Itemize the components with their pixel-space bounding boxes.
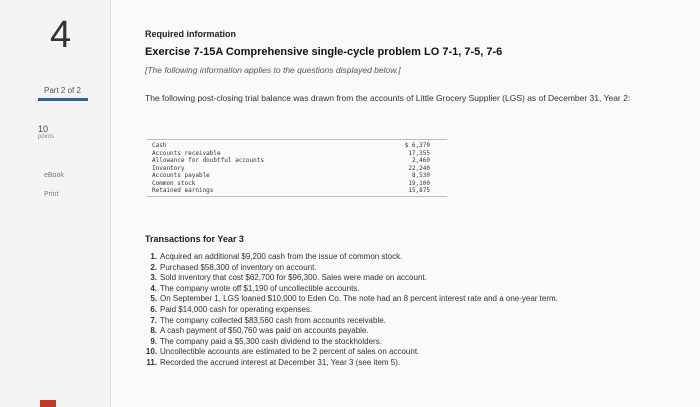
account-name: Allowance for doubtful accounts bbox=[152, 157, 264, 164]
account-amount: 8,530 bbox=[411, 172, 430, 179]
account-amount: 15,875 bbox=[408, 187, 430, 194]
intro-text: The following post-closing trial balance was drawn from the accounts of Little Grocery Supplier (LGS) as of December 31, Year 2: bbox=[145, 93, 631, 103]
part-indicator[interactable]: Part 2 of 2 bbox=[44, 86, 81, 95]
trial-balance-row bbox=[152, 187, 442, 194]
account-amount: 2,460 bbox=[411, 157, 430, 164]
question-sidebar bbox=[0, 0, 111, 407]
info-note: [The following information applies to the questions displayed below.] bbox=[145, 65, 401, 75]
trial-balance-row bbox=[152, 165, 442, 172]
required-info-label: Required information bbox=[145, 29, 237, 39]
transaction-item bbox=[145, 284, 690, 295]
transaction-item bbox=[145, 326, 690, 337]
account-amount: $ 6,370 bbox=[404, 142, 430, 149]
transaction-number: 1. bbox=[150, 252, 157, 261]
points-label: points bbox=[38, 134, 55, 140]
transaction-text: On September 1, LGS loaned $10,000 to Eden Co. The note had an 8 percent interest rate and a one-year term. bbox=[160, 294, 558, 304]
trial-balance-row bbox=[152, 172, 442, 179]
trial-balance-table bbox=[147, 139, 447, 197]
trial-balance-row bbox=[152, 157, 442, 164]
transaction-item bbox=[145, 294, 690, 305]
trial-balance-row bbox=[152, 142, 442, 149]
transactions-heading: Transactions for Year 3 bbox=[145, 234, 244, 244]
transaction-item bbox=[145, 358, 690, 369]
transaction-number: 4. bbox=[150, 283, 157, 293]
transaction-number: 2. bbox=[150, 262, 157, 272]
part-progress-bar bbox=[38, 98, 88, 101]
account-name: Common stock bbox=[152, 179, 196, 187]
transaction-text: Acquired an additional $9,200 cash from the issue of common stock. bbox=[160, 252, 403, 261]
transactions-list bbox=[145, 252, 690, 369]
transaction-number: 11. bbox=[146, 357, 157, 367]
account-name: Accounts payable bbox=[152, 172, 210, 179]
exercise-title: Exercise 7-15A Comprehensive single-cycle problem LO 7-1, 7-5, 7-6 bbox=[145, 46, 503, 58]
transaction-text: Uncollectible accounts are estimated to be 2 percent of sales on account. bbox=[160, 347, 420, 357]
account-name: Retained earnings bbox=[152, 187, 214, 194]
account-amount: 19,100 bbox=[408, 179, 430, 187]
transaction-number: 9. bbox=[150, 336, 157, 346]
transaction-text: A cash payment of $50,760 was paid on accounts payable. bbox=[160, 326, 369, 336]
transaction-text: The company wrote off $1,190 of uncollectible accounts. bbox=[160, 283, 360, 293]
transaction-item bbox=[145, 347, 690, 358]
transaction-number: 10. bbox=[145, 347, 157, 357]
account-name: Inventory bbox=[152, 164, 185, 172]
trial-balance-row bbox=[152, 150, 442, 157]
transaction-text: Recorded the accrued interest at December 31, Year 3 (see item 5). bbox=[160, 357, 401, 367]
transaction-number: 8. bbox=[150, 326, 157, 336]
transaction-text: The company paid a $5,300 cash dividend to the stockholders. bbox=[160, 336, 382, 346]
transaction-text: Purchased $58,300 of inventory on account. bbox=[160, 262, 317, 272]
transaction-item bbox=[145, 316, 690, 327]
question-number: 4 bbox=[50, 14, 72, 56]
account-amount: 17,355 bbox=[408, 149, 430, 157]
transaction-text: Sold inventory that cost $62,700 for $96,300. Sales were made on account. bbox=[160, 273, 427, 283]
print-link[interactable]: Print bbox=[44, 191, 59, 198]
mcgraw-hill-logo-icon bbox=[40, 400, 56, 407]
account-name: Cash bbox=[152, 142, 167, 149]
transaction-number: 6. bbox=[150, 304, 157, 314]
transaction-item bbox=[145, 305, 690, 316]
transaction-text: The company collected $83,560 cash from accounts receivable. bbox=[160, 315, 386, 325]
trial-balance-row bbox=[152, 180, 442, 187]
points-value: 10 bbox=[38, 124, 49, 134]
account-name: Accounts receivable bbox=[152, 149, 221, 157]
transaction-text: Paid $14,000 cash for operating expenses. bbox=[160, 304, 313, 314]
transaction-number: 3. bbox=[150, 273, 157, 283]
transaction-item bbox=[145, 252, 690, 263]
transaction-number: 5. bbox=[150, 294, 157, 304]
account-amount: 22,240 bbox=[408, 164, 430, 172]
transaction-number: 7. bbox=[150, 315, 157, 325]
transaction-item bbox=[145, 273, 690, 284]
ebook-link[interactable]: eBook bbox=[44, 172, 64, 179]
transaction-item bbox=[145, 337, 690, 348]
transaction-item bbox=[145, 263, 690, 274]
